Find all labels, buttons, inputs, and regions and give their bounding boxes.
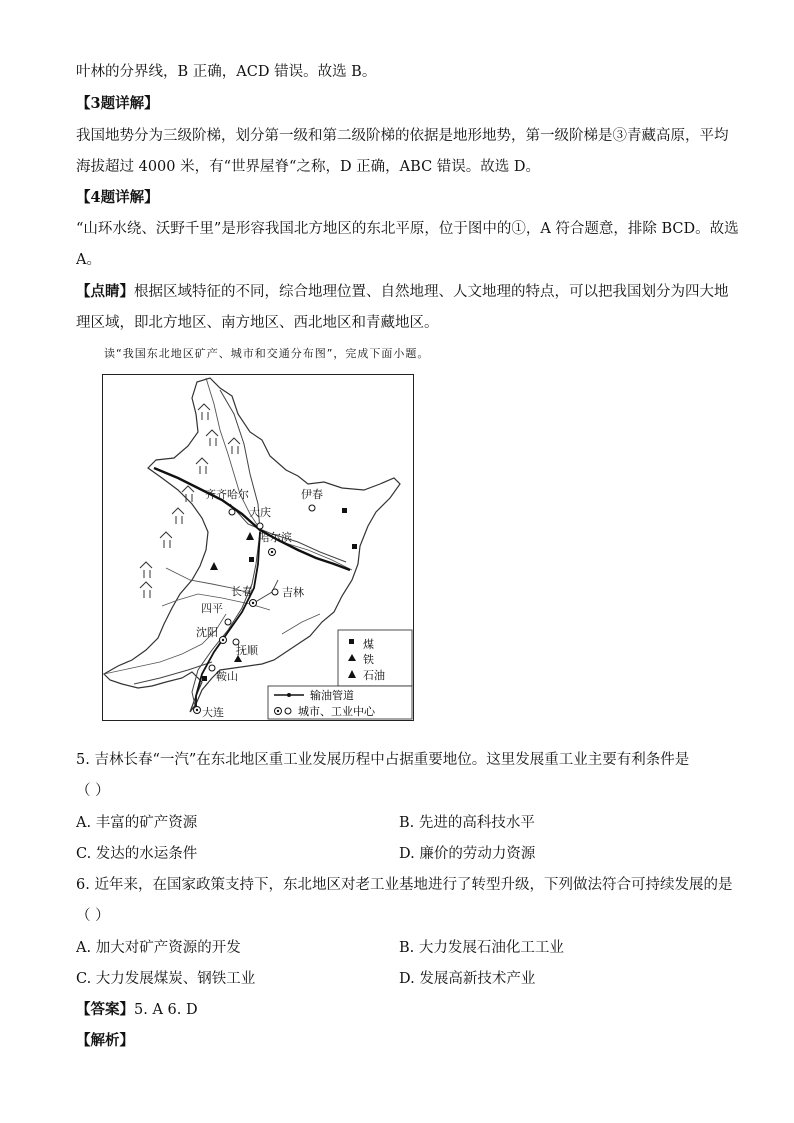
- q5-option-d: D. 廉价的劳动力资源: [399, 846, 536, 862]
- coal-marker: [342, 508, 347, 513]
- city-marker-qiqihar: [229, 509, 235, 515]
- city-label-siping: 四平: [201, 602, 223, 615]
- city-label-jilin: 吉林: [282, 586, 304, 599]
- q6-option-d: D. 发展高新技术产业: [399, 971, 536, 987]
- legend-pipeline: 输油管道: [310, 689, 354, 702]
- question-5-stem: 5. 吉林长春“一汽”在东北地区重工业发展历程中占据重要地位。这里发展重工业主要有利条件是: [76, 752, 690, 768]
- city-marker-jilin: [272, 589, 278, 595]
- city-label-dalian: 大连: [202, 706, 224, 719]
- paragraph-line: A。: [76, 252, 101, 268]
- city-marker-siping: [225, 619, 231, 625]
- city-label-anshan: 鞍山: [216, 670, 238, 683]
- city-marker-yichun: [309, 505, 315, 511]
- key-point-label: 【点睛】: [76, 283, 134, 300]
- city-label-fushun: 抚顺: [236, 644, 258, 657]
- q6-option-b: B. 大力发展石油化工工业: [399, 940, 564, 956]
- paragraph-line: 海拔超过 4000 米，有“世界屋脊“之称，D 正确，ABC 错误。故选 D。: [76, 159, 541, 175]
- coal-marker: [249, 557, 254, 562]
- q5-option-c: C. 发达的水运条件: [76, 846, 198, 862]
- legend-coal: 煤: [363, 638, 374, 651]
- paragraph-line: “山环水绕、沃野千里”是形容我国北方地区的东北平原，位于图中的①，A 符合题意，排除 BCD。故选: [76, 221, 739, 237]
- answer-label: 【答案】: [76, 1001, 134, 1018]
- question-6-paren: （ ）: [76, 908, 110, 924]
- paragraph-line: 叶林的分界线，B 正确，ACD 错误。故选 B。: [76, 64, 377, 80]
- analysis-label: 【解析】: [76, 1032, 134, 1049]
- city-label-harbin: 哈尔滨: [259, 531, 292, 544]
- paragraph-line: 理区域，即北方地区、南方地区、西北地区和青藏地区。: [76, 315, 439, 331]
- paragraph-line: 我国地势分为三级阶梯，划分第一级和第二级阶梯的依据是地形地势，第一级阶梯是③青藏高原，平均: [76, 128, 729, 144]
- city-marker-anshan: [209, 665, 215, 671]
- coal-marker: [202, 676, 207, 681]
- q5-option-b: B. 先进的高科技水平: [399, 815, 535, 831]
- legend-oil: 石油: [363, 669, 385, 682]
- section-heading-q3: 【3题详解】: [76, 95, 159, 112]
- legend-city: 城市、工业中心: [298, 705, 375, 718]
- legend-iron: 铁: [363, 653, 374, 666]
- question-6-stem: 6. 近年来，在国家政策支持下，东北地区对老工业基地进行了转型升级，下列做法符合可持续发展的是: [76, 877, 733, 893]
- coal-marker: [352, 544, 357, 549]
- northeast-china-map: [102, 374, 414, 721]
- figure-caption: 读“我国东北地区矿产、城市和交通分布图”，完成下面小题。: [104, 347, 430, 360]
- q6-option-c: C. 大力发展煤炭、钢铁工业: [76, 971, 256, 987]
- question-5-paren: （ ）: [76, 783, 110, 799]
- city-marker-daqing: [257, 523, 263, 529]
- city-label-daqing: 大庆: [249, 506, 271, 519]
- section-heading-q4: 【4题详解】: [76, 189, 159, 206]
- answer-text: 5. A 6. D: [134, 1002, 198, 1018]
- key-point-text: 根据区域特征的不同，综合地理位置、自然地理、人文地理的特点，可以把我国划分为四大地: [134, 284, 729, 300]
- city-label-qiqihar: 齐齐哈尔: [205, 488, 249, 501]
- q5-option-a: A. 丰富的矿产资源: [76, 815, 198, 831]
- city-label-shenyang: 沈阳: [196, 626, 218, 639]
- q6-option-a: A. 加大对矿产资源的开发: [76, 940, 241, 956]
- city-label-yichun: 伊春: [301, 488, 323, 501]
- city-label-changchun: 长春: [231, 585, 253, 598]
- key-point-paragraph: [76, 282, 729, 302]
- answer-line: [76, 1000, 198, 1020]
